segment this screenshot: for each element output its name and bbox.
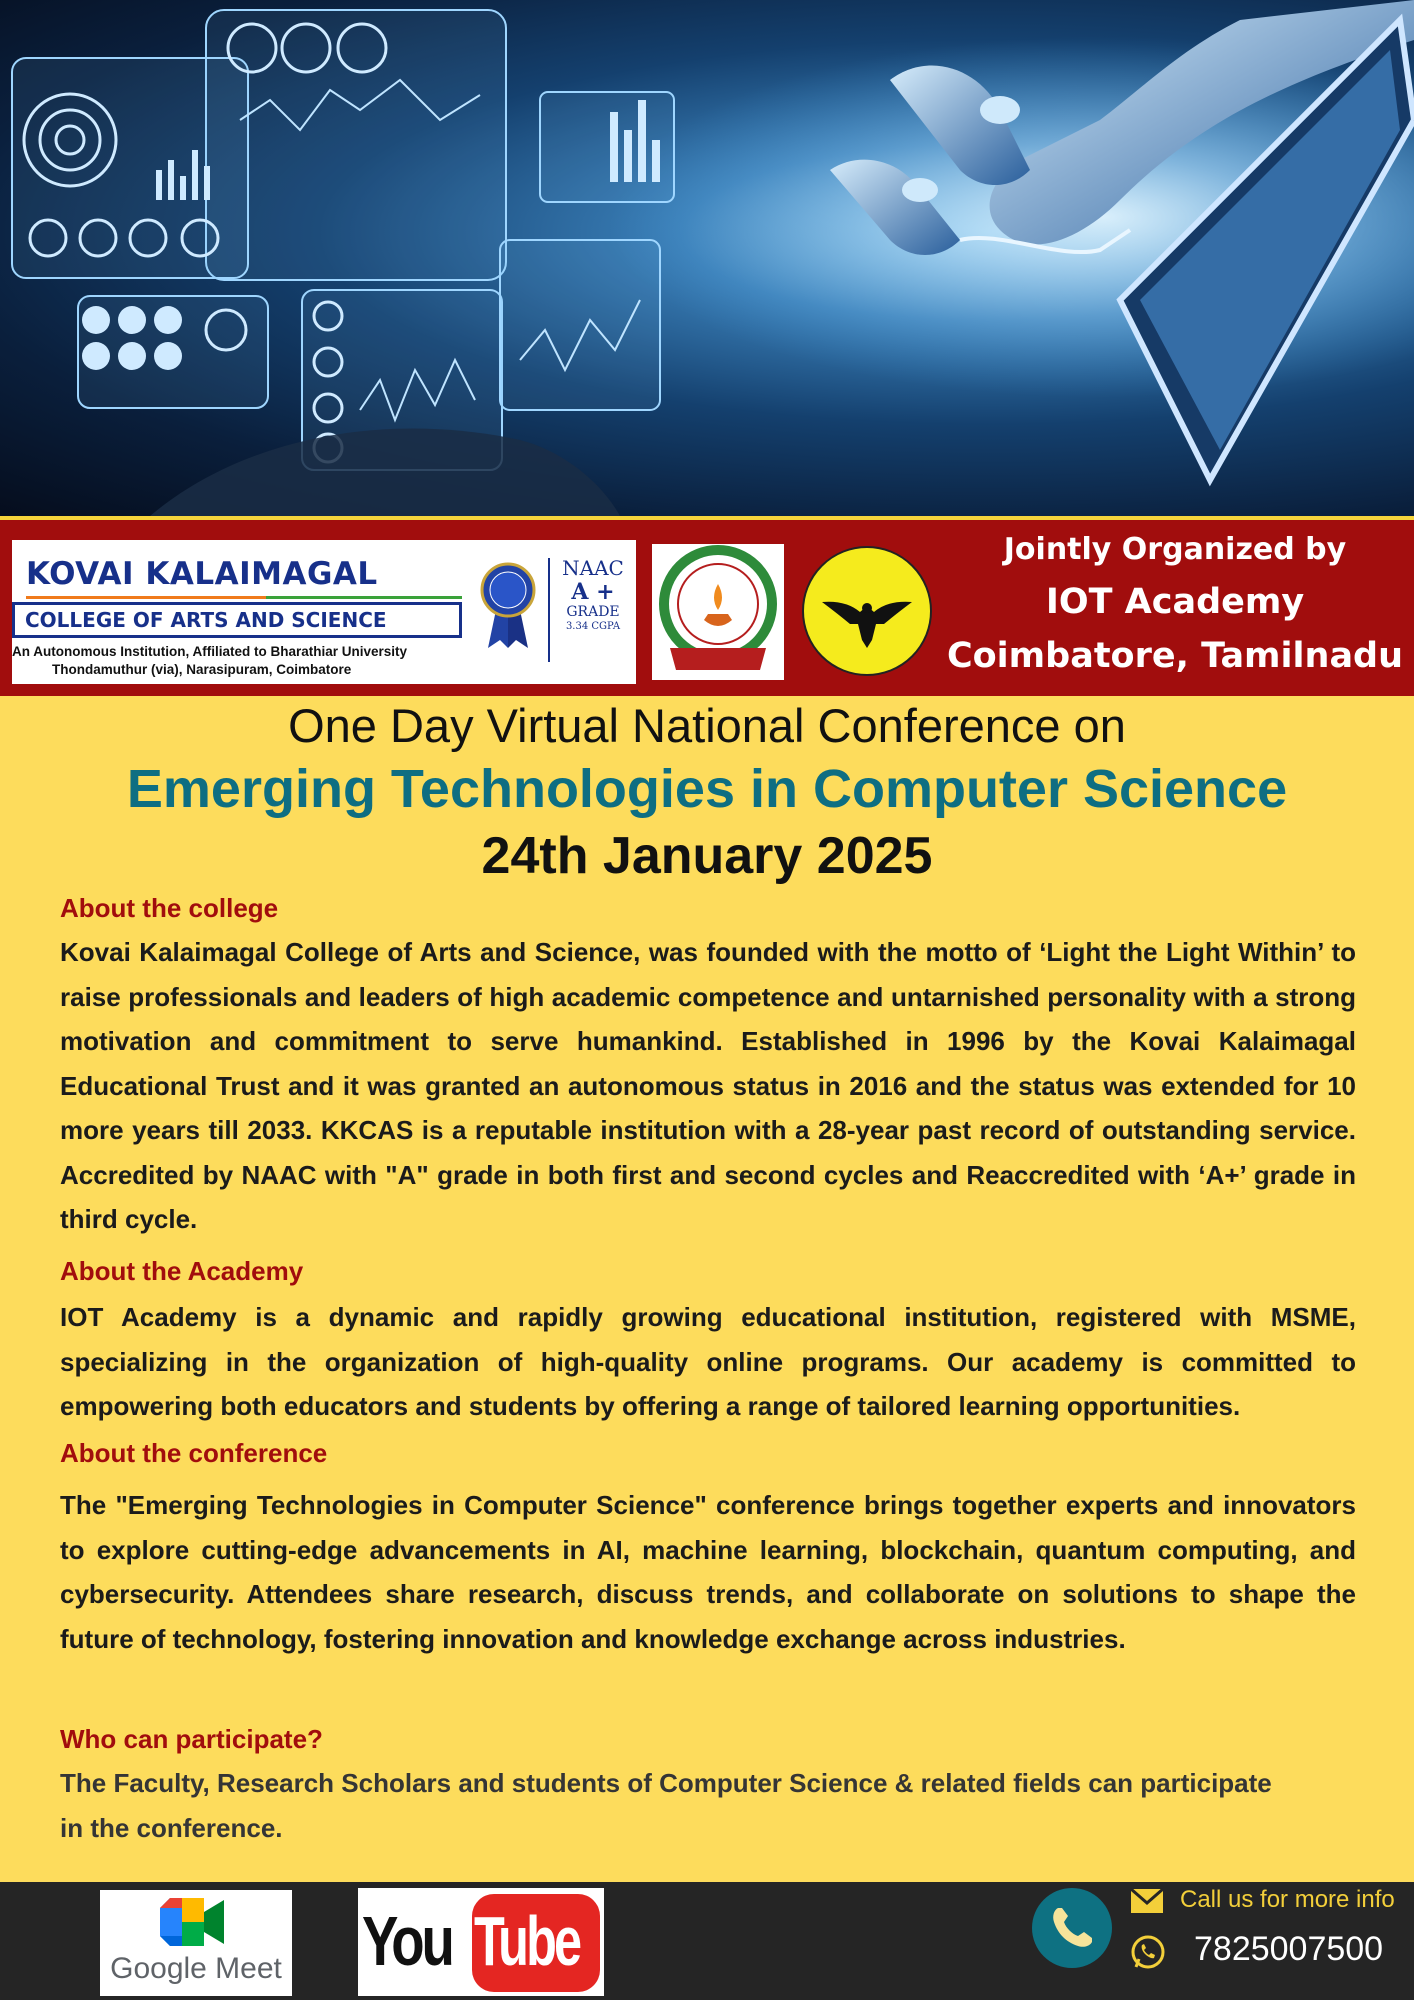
about-college-text: Kovai Kalaimagal College of Arts and Science, was founded with the motto of ‘Light the Light Within’ to raise professionals and leaders of high academic competence and untarnished personality with a strong motivation and commitment to serve humankind. Established in 1996 by the Kovai Kalaimagal Educational Trust and it was granted an autonomous status in 2016 and the status was extended for 10 more years till 2033. KKCAS is a reputable institution with a 28-year past record of outstanding service. Accredited by NAAC with "A" grade in both first and second cycles and Reaccredited with ‘A+’ grade in third cycle. <box>60 937 1356 1234</box>
phone-icon <box>1032 1888 1112 1968</box>
youtube-logo <box>358 1888 604 1996</box>
google-meet-label: Google Meet <box>110 1952 282 1985</box>
naac-badge <box>558 556 628 634</box>
iot-academy-logo <box>800 544 934 678</box>
about-academy-heading: About the Academy <box>60 1256 304 1286</box>
college-affiliation: An Autonomous Institution, Affiliated to Bharathiar University <box>12 644 408 659</box>
college-logo <box>12 540 636 684</box>
trust-emblem-icon <box>652 544 784 680</box>
phone-badge <box>1032 1888 1112 1968</box>
college-name: KOVAI KALAIMAGAL <box>26 556 378 592</box>
college-logo-rule <box>26 596 462 599</box>
youtube-label-tube: Tube <box>474 1902 580 1980</box>
organizer-intro: Jointly Organized by <box>1003 532 1347 567</box>
about-conference-text: The "Emerging Technologies in Computer Science" conference brings together experts and innovators to explore cutting-edge advancements in AI, machine learning, blockchain, quantum computing, and cybersecurity. Attendees share research, discuss trends, and collaborate on solutions to shape the future of technology, fostering innovation and knowledge exchange across industries. <box>60 1490 1356 1654</box>
mail-icon <box>1130 1888 1164 1914</box>
organizer-location: Coimbatore, Tamilnadu <box>946 636 1404 676</box>
whatsapp-icon <box>1130 1934 1166 1970</box>
naac-grade: A + <box>571 579 615 605</box>
hero-image <box>0 0 1414 516</box>
organizer-block <box>940 528 1410 680</box>
hero-illustration <box>0 0 1414 516</box>
conference-title: Emerging Technologies in Computer Science <box>126 759 1288 819</box>
about-academy-text: IOT Academy is a dynamic and rapidly growing educational institution, registered with MSME, specializing in the organization of high-quality online programs. Our academy is committed to empowering both educators and students by offering a range of tailored learning opportunities. <box>60 1302 1356 1421</box>
naac-grade-word: GRADE <box>566 604 620 620</box>
participate-text: The Faculty, Research Scholars and students of Computer Science & related fields can participate in the conference. <box>60 1768 1272 1843</box>
eagle-icon <box>800 544 934 678</box>
ribbon-seal-icon <box>478 560 538 650</box>
google-meet-icon <box>100 1890 292 1952</box>
conference-intro: One Day Virtual National Conference on <box>288 699 1126 752</box>
naac-cgpa: 3.34 CGPA <box>565 621 621 632</box>
about-college-heading: About the college <box>60 893 279 923</box>
college-address: Thondamuthur (via), Narasipuram, Coimbatore <box>52 662 352 677</box>
naac-label: NAAC <box>562 556 624 580</box>
educational-trust-logo <box>652 544 784 680</box>
youtube-label-you: You <box>362 1902 452 1980</box>
about-conference-heading: About the conference <box>60 1438 328 1468</box>
naac-divider <box>548 558 550 662</box>
phone-number[interactable]: 7825007500 <box>1194 1930 1384 1968</box>
college-subtitle: COLLEGE OF ARTS AND SCIENCE <box>12 602 462 638</box>
call-label: Call us for more info <box>1180 1886 1395 1913</box>
organizer-banner <box>0 520 1414 696</box>
google-meet-logo <box>100 1890 292 1996</box>
conference-date: 24th January 2025 <box>481 827 933 885</box>
organizer-name: IOT Academy <box>1045 582 1305 622</box>
participate-heading: Who can participate? <box>60 1724 323 1754</box>
